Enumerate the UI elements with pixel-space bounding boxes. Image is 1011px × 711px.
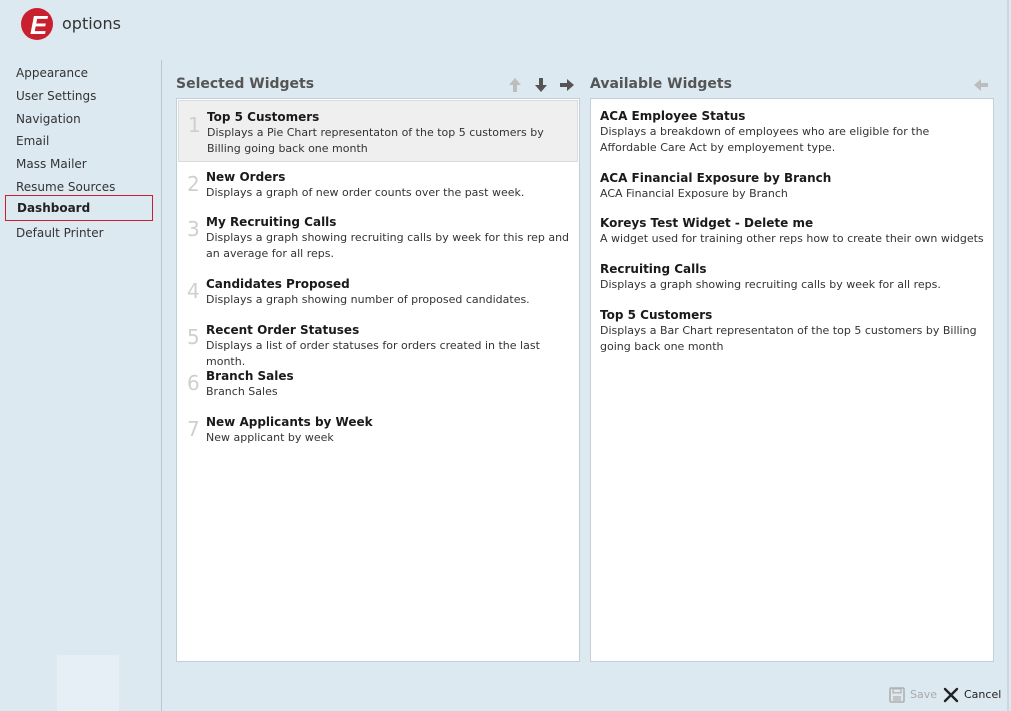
available-widgets-list bbox=[590, 98, 994, 662]
widget-title: Recruiting Calls bbox=[600, 262, 707, 276]
sidebar-item-user-settings[interactable]: User Settings bbox=[16, 89, 97, 103]
sidebar-footer-area bbox=[57, 655, 119, 711]
cancel-label: Cancel bbox=[964, 688, 1002, 701]
selected-widget-item[interactable] bbox=[178, 276, 578, 316]
widget-description: New applicant by week bbox=[206, 431, 334, 444]
app-logo bbox=[19, 7, 55, 41]
widget-description: ACA Financial Exposure by Branch bbox=[600, 187, 788, 200]
available-widgets-title: Available Widgets bbox=[590, 76, 732, 92]
selected-widget-item[interactable] bbox=[178, 169, 578, 209]
widget-description: Displays a list of order statuses for orders created in the last month. bbox=[206, 339, 540, 368]
widget-order-number: 1 bbox=[188, 113, 201, 137]
widget-description: Displays a graph showing recruiting calls by week for all reps. bbox=[600, 278, 941, 291]
arrow-up-icon[interactable] bbox=[507, 77, 523, 93]
widget-title: Top 5 Customers bbox=[207, 110, 320, 124]
widget-order-number: 5 bbox=[187, 325, 200, 349]
svg-text:E: E bbox=[30, 10, 48, 40]
widget-order-number: 2 bbox=[187, 172, 200, 196]
selected-widget-item[interactable] bbox=[178, 368, 578, 408]
widget-description: Branch Sales bbox=[206, 385, 278, 398]
widget-order-number: 3 bbox=[187, 217, 200, 241]
save-button[interactable] bbox=[888, 685, 938, 705]
widget-description: Displays a Bar Chart representaton of the top 5 customers by Billing going back one month bbox=[600, 324, 977, 353]
sidebar-item-email[interactable]: Email bbox=[16, 134, 50, 148]
widget-title: My Recruiting Calls bbox=[206, 215, 337, 229]
app-title: options bbox=[62, 14, 121, 33]
selected-widget-item[interactable] bbox=[178, 214, 578, 264]
arrow-right-icon[interactable] bbox=[559, 77, 575, 93]
sidebar-item-appearance[interactable]: Appearance bbox=[16, 66, 89, 80]
selected-widgets-list bbox=[176, 98, 580, 662]
sidebar-item-resume-sources[interactable]: Resume Sources bbox=[16, 180, 116, 194]
sidebar-item-mass-mailer[interactable]: Mass Mailer bbox=[16, 157, 87, 171]
widget-title: Top 5 Customers bbox=[600, 308, 713, 322]
widget-order-number: 6 bbox=[187, 371, 200, 395]
widget-title: Branch Sales bbox=[206, 369, 294, 383]
arrow-left-icon[interactable] bbox=[973, 77, 989, 93]
available-widget-item[interactable] bbox=[600, 215, 985, 247]
sidebar-divider bbox=[161, 60, 162, 711]
widget-title: Koreys Test Widget - Delete me bbox=[600, 216, 814, 230]
selected-widgets-title: Selected Widgets bbox=[176, 76, 315, 92]
widget-title: Recent Order Statuses bbox=[206, 323, 360, 337]
selected-widget-item[interactable] bbox=[178, 100, 578, 162]
arrow-down-icon[interactable] bbox=[533, 77, 549, 93]
cancel-button[interactable] bbox=[942, 685, 1004, 705]
selected-widget-item[interactable] bbox=[178, 322, 578, 368]
sidebar-item-dashboard[interactable]: Dashboard bbox=[5, 195, 153, 221]
widget-title: ACA Financial Exposure by Branch bbox=[600, 171, 832, 185]
widget-description: Displays a Pie Chart representaton of the top 5 customers by Billing going back one month bbox=[207, 126, 544, 155]
selected-widget-item[interactable] bbox=[178, 414, 578, 454]
available-widget-item[interactable] bbox=[600, 170, 985, 202]
available-widget-item[interactable] bbox=[600, 108, 985, 156]
close-icon bbox=[942, 686, 960, 704]
sidebar bbox=[0, 60, 162, 711]
available-widget-item[interactable] bbox=[600, 261, 985, 293]
sidebar-item-default-printer[interactable]: Default Printer bbox=[16, 226, 104, 240]
sidebar-item-navigation[interactable]: Navigation bbox=[16, 112, 81, 126]
window-border bbox=[1007, 0, 1009, 711]
widget-description: Displays a graph showing recruiting calls by week for this rep and an average for all reps. bbox=[206, 231, 570, 260]
widget-title: New Orders bbox=[206, 170, 286, 184]
widget-order-number: 7 bbox=[187, 417, 200, 441]
widget-description: Displays a breakdown of employees who are eligible for the Affordable Care Act by employement type. bbox=[600, 125, 930, 154]
widget-title: Candidates Proposed bbox=[206, 277, 350, 291]
save-label: Save bbox=[910, 688, 938, 701]
widget-title: ACA Employee Status bbox=[600, 109, 746, 123]
save-icon bbox=[888, 686, 906, 704]
widget-description: Displays a graph showing number of proposed candidates. bbox=[206, 293, 530, 306]
widget-order-number: 4 bbox=[187, 279, 200, 303]
widget-description: A widget used for training other reps how to create their own widgets bbox=[600, 232, 984, 245]
widget-title: New Applicants by Week bbox=[206, 415, 373, 429]
available-widget-item[interactable] bbox=[600, 307, 985, 355]
widget-description: Displays a graph of new order counts over the past week. bbox=[206, 186, 525, 199]
